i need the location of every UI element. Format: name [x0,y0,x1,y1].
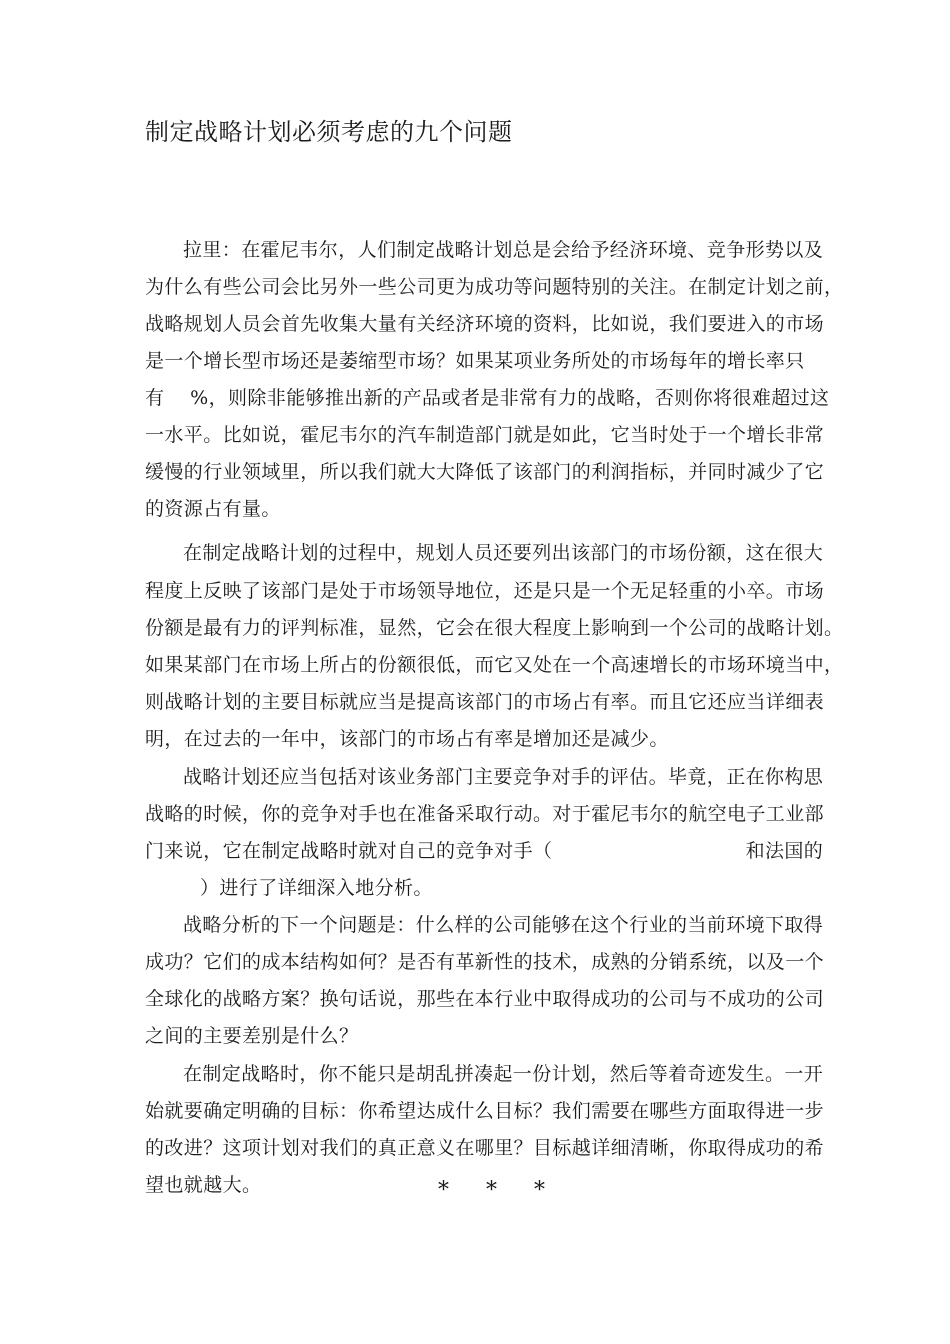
text-line: 在制定战略时，你不能只是胡乱拼凑起一份计划，然后等着奇迹发生。一开 [183,1063,824,1085]
text-line: 如果某部门在市场上所占的份额很低，而它又处在一个高速增长的市场环境当中， [145,654,844,676]
text-line: 的资源占有量。 [145,498,281,520]
section-separator [438,1178,582,1204]
separator-star: * [486,1178,497,1203]
text-line: 之间的主要差别是什么？ [145,1025,359,1047]
text-line: 战略规划人员会首先收集大量有关经济环境的资料，比如说，我们要进入的市场 [145,313,825,335]
text-line: 成功？它们的成本结构如何？是否有革新性的技术，成熟的分销系统，以及一个 [145,951,825,973]
text-line: 有 %，则除非能够推出新的产品或者是非常有力的战略，否则你将很难超过这 [145,387,830,409]
text-line: 门来说，它在制定战略时就对自己的竞争对手（ 和法国的 [145,840,824,862]
text-line: 为什么有些公司会比另外一些公司更为成功等问题特别的关注。在制定计划之前， [145,276,844,298]
text-line: 在制定战略计划的过程中，规划人员还要列出该部门的市场份额，这在很大 [183,542,824,564]
text-line: 战略分析的下一个问题是：什么样的公司能够在这个行业的当前环境下取得 [183,914,824,936]
text-line: 程度上反映了该部门是处于市场领导地位，还是只是一个无足轻重的小卒。市场 [145,580,825,602]
text-line: 拉里：在霍尼韦尔，人们制定战略计划总是会给予经济环境、竞争形势以及 [183,239,824,261]
document-title: 制定战略计划必须考虑的九个问题 [145,118,513,146]
separator-star: * [438,1178,449,1203]
separator-star: * [534,1178,545,1203]
text-line: 一水平。比如说，霍尼韦尔的汽车制造部门就是如此，它当时处于一个增长非常 [145,424,825,446]
text-line: ）进行了详细深入地分析。 [200,877,433,899]
text-line: 的改进？这项计划对我们的真正意义在哪里？目标越详细清晰，你取得成功的希 [145,1137,825,1159]
text-line: 全球化的战略方案？换句话说，那些在本行业中取得成功的公司与不成功的公司 [145,988,825,1010]
text-line: 则战略计划的主要目标就应当是提高该部门的市场占有率。而且它还应当详细表 [145,691,825,713]
text-line: 始就要确定明确的目标：你希望达成什么目标？我们需要在哪些方面取得进一步 [145,1100,825,1122]
text-line: 是一个增长型市场还是萎缩型市场？如果某项业务所处的市场每年的增长率只 [145,350,805,372]
text-line: 战略计划还应当包括对该业务部门主要竞争对手的评估。毕竟，正在你构思 [183,766,824,788]
text-line: 份额是最有力的评判标准，显然，它会在很大程度上影响到一个公司的战略计划。 [145,617,844,639]
text-line: 战略的时候，你的竞争对手也在准备采取行动。对于霍尼韦尔的航空电子工业部 [145,803,825,825]
text-line: 缓慢的行业领域里，所以我们就大大降低了该部门的利润指标，并同时减少了它 [145,461,825,483]
text-line: 望也就越大。 [145,1174,262,1196]
text-line: 明，在过去的一年中，该部门的市场占有率是增加还是减少。 [145,728,669,750]
